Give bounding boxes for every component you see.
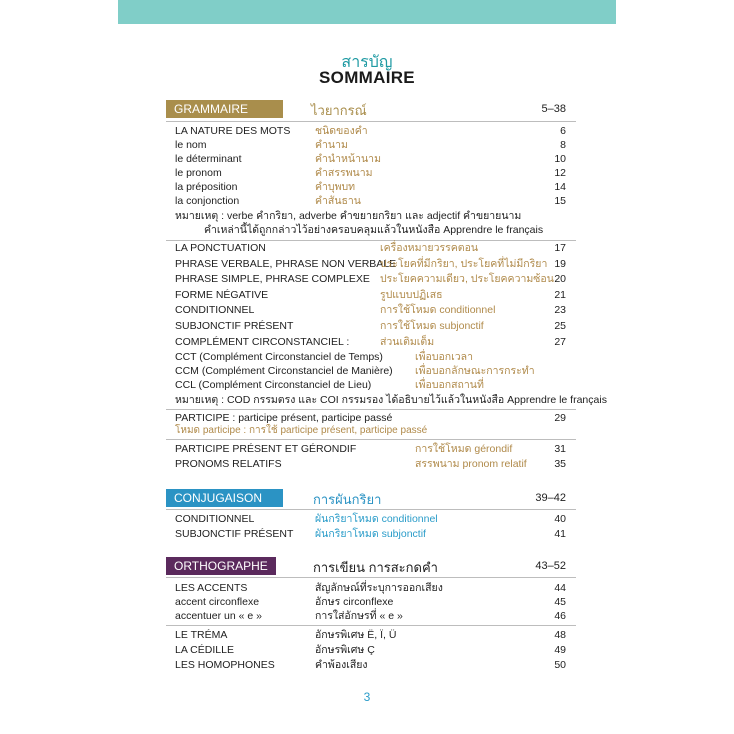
- toc-entry-title: COMPLÉMENT CIRCONSTANCIEL :: [175, 335, 350, 348]
- toc-entry-title: CONDITIONNEL: [175, 513, 255, 525]
- toc-entry[interactable]: [175, 180, 566, 195]
- toc-entry-title: la conjonction: [175, 195, 240, 207]
- toc-entry-title: CCL (Complément Circonstanciel de Lieu): [175, 379, 372, 391]
- toc-entry[interactable]: [175, 335, 566, 350]
- toc-entry-title: LA NATURE DES MOTS: [175, 125, 291, 137]
- toc-entry-title: SUBJONCTIF PRÉSENT: [175, 528, 294, 540]
- toc-entry-page: 19: [554, 257, 566, 270]
- toc-entry-page: 12: [554, 167, 566, 179]
- toc-entry-title: PRONOMS RELATIFS: [175, 458, 282, 470]
- toc-entry-title: LES ACCENTS: [175, 582, 248, 594]
- toc-entry[interactable]: [175, 628, 566, 643]
- toc-entry-thai: ผันกริยาโหมด conditionnel: [315, 513, 438, 525]
- toc-entry-thai: การใช้โหมด gérondif: [415, 443, 513, 455]
- toc-entry[interactable]: [175, 319, 566, 334]
- toc-entry-page: 31: [554, 443, 566, 455]
- note-text-continued: คำเหล่านี้ได้ถูกกล่าวไว้อย่างครอบคลุมแล้วในหนังสือ Apprendre le français: [204, 224, 544, 236]
- toc-entry-thai: ประโยคความเดียว, ประโยคความซ้อน: [380, 273, 554, 286]
- toc-entry-title: CONDITIONNEL: [175, 304, 255, 317]
- toc-entry-title: CCM (Complément Circonstanciel de Manière): [175, 365, 393, 377]
- toc-entry-page: 45: [554, 596, 566, 608]
- toc-entry-page: 35: [554, 458, 566, 470]
- toc-entry-title: CCT (Complément Circonstanciel de Temps): [175, 351, 383, 363]
- toc-entry[interactable]: [175, 288, 566, 303]
- toc-entry-thai: สรรพนาม pronom relatif: [415, 458, 527, 470]
- toc-entry[interactable]: [175, 581, 566, 596]
- toc-entry-title: la préposition: [175, 181, 238, 193]
- toc-entry-thai: คำพ้องเสียง: [315, 659, 368, 671]
- toc-entry-thai: คำสันธาน: [315, 195, 361, 207]
- toc-entry-thai: การใช้โหมด subjonctif: [380, 320, 484, 332]
- divider: [166, 577, 576, 578]
- toc-entry[interactable]: [175, 124, 566, 139]
- toc-entry-thai: คำสรรพนาม: [315, 167, 373, 179]
- divider: [166, 509, 576, 510]
- divider: [166, 625, 576, 626]
- toc-entry[interactable]: [175, 457, 566, 472]
- toc-entry-subtitle: โหมด participe : การใช้ participe présent, participe passé: [175, 425, 428, 436]
- note-text: หมายเหตุ : verbe คำกริยา, adverbe คำขยายกริยา และ adjectif คำขยายนาม: [175, 210, 522, 222]
- toc-entry-thai: ประโยคที่มีกริยา, ประโยคที่ไม่มีกริยา: [380, 257, 548, 270]
- toc-entry-thai: อักษรพิเศษ Ç: [315, 644, 375, 656]
- toc-entry-thai: คำนาม: [315, 139, 348, 151]
- toc-entry-page: 15: [554, 195, 566, 207]
- section-title-thai-orthographe: การเขียน การสะกดคำ: [313, 560, 438, 575]
- toc-entry-page: 17: [554, 242, 566, 254]
- page-number: 3: [363, 690, 371, 704]
- toc-entry[interactable]: [175, 658, 566, 673]
- toc-entry-title: PARTICIPE : participe présent, participe passé: [175, 412, 393, 424]
- toc-entry[interactable]: [175, 442, 566, 457]
- toc-entry-thai: เพื่อบอกเวลา: [415, 351, 473, 363]
- toc-entry-page: 14: [554, 181, 566, 193]
- page-title: SOMMAIRE: [319, 68, 415, 87]
- toc-entry-page: 44: [554, 582, 566, 594]
- divider: [166, 121, 576, 122]
- toc-entry-page: 46: [554, 610, 566, 622]
- toc-entry-page: 29: [554, 412, 566, 424]
- toc-entry-page: 49: [554, 644, 566, 656]
- toc-entry-thai: เครื่องหมายวรรคตอน: [380, 242, 479, 254]
- note-text: หมายเหตุ : COD กรรมตรง และ COI กรรมรอง ได้อธิบายไว้แล้วในหนังสือ Apprendre le français: [175, 394, 607, 406]
- toc-entry[interactable]: [175, 350, 566, 365]
- toc-entry[interactable]: [175, 241, 566, 256]
- toc-entry-title: PHRASE SIMPLE, PHRASE COMPLEXE: [175, 273, 370, 286]
- toc-entry[interactable]: [175, 378, 566, 393]
- toc-entry-thai: เพื่อบอกสถานที่: [415, 379, 484, 391]
- toc-entry-thai: คำบุพบท: [315, 181, 356, 193]
- section-title-thai-conjugaison: การผันกริยา: [313, 492, 382, 507]
- toc-entry-thai: รูปแบบปฏิเสธ: [380, 288, 443, 301]
- toc-entry[interactable]: [175, 364, 566, 379]
- toc-entry-thai: การใช้โหมด conditionnel: [380, 304, 496, 317]
- toc-entry-page: 20: [554, 273, 566, 286]
- toc-entry-page: 27: [554, 335, 566, 348]
- toc-entry-thai: การใส่อักษรที่ « e »: [315, 610, 403, 622]
- toc-entry-title: le pronom: [175, 167, 222, 179]
- toc-entry-title: SUBJONCTIF PRÉSENT: [175, 320, 294, 332]
- toc-entry-page: 25: [554, 320, 566, 332]
- section-header-grammaire[interactable]: GRAMMAIRE: [166, 100, 283, 118]
- divider: [166, 409, 576, 410]
- toc-entry-page: 6: [560, 125, 566, 137]
- toc-entry-thai: เพื่อบอกลักษณะการกระทำ: [415, 365, 535, 377]
- toc-entry[interactable]: [175, 609, 566, 624]
- page-title-thai: สารบัญ: [341, 54, 393, 71]
- toc-entry[interactable]: [175, 272, 566, 287]
- toc-entry-page: 8: [560, 139, 566, 151]
- toc-entry-thai: ส่วนเติมเต็ม: [380, 335, 435, 348]
- toc-entry-thai: ผันกริยาโหมด subjonctif: [315, 528, 426, 540]
- toc-entry[interactable]: [175, 166, 566, 181]
- toc-entry[interactable]: [175, 595, 566, 610]
- toc-entry-title: le nom: [175, 139, 207, 151]
- divider: [166, 439, 576, 440]
- toc-entry-title: FORME NÉGATIVE: [175, 288, 269, 301]
- toc-entry-thai: ชนิดของคำ: [315, 125, 368, 137]
- toc-entry-thai: สัญลักษณ์ที่ระบุการออกเสียง: [315, 582, 443, 594]
- toc-entry-title: accentuer un « e »: [175, 610, 262, 622]
- toc-entry[interactable]: [175, 138, 566, 153]
- toc-entry-title: accent circonflexe: [175, 596, 260, 608]
- toc-entry-thai: อักษร circonflexe: [315, 596, 394, 608]
- toc-entry[interactable]: [175, 512, 566, 527]
- toc-entry-page: 21: [554, 288, 566, 301]
- toc-entry-title: LES HOMOPHONES: [175, 659, 275, 671]
- section-header-conjugaison[interactable]: CONJUGAISON: [166, 489, 283, 507]
- toc-entry[interactable]: [175, 303, 566, 318]
- toc-entry[interactable]: [175, 643, 566, 658]
- toc-entry-title: LA CÉDILLE: [175, 644, 234, 656]
- toc-entry-page: 23: [554, 304, 566, 317]
- toc-entry-title: LA PONCTUATION: [175, 242, 266, 254]
- section-title-thai-grammaire: ไวยากรณ์: [311, 103, 367, 118]
- toc-entry-title: PARTICIPE PRÉSENT ET GÉRONDIF: [175, 443, 357, 455]
- section-page-range-orthographe: 43–52: [535, 560, 566, 572]
- toc-entry-page: 48: [554, 629, 566, 641]
- toc-entry-title: le déterminant: [175, 153, 242, 165]
- toc-entry-page: 41: [554, 528, 566, 540]
- section-page-range-conjugaison: 39–42: [535, 492, 566, 504]
- toc-entry-title: LE TRÉMA: [175, 629, 228, 641]
- section-page-range-grammaire: 5–38: [541, 103, 566, 115]
- toc-entry-page: 50: [554, 659, 566, 671]
- section-header-orthographe[interactable]: ORTHOGRAPHE: [166, 557, 276, 575]
- toc-entry-thai: อักษรพิเศษ Ë, Ï, Ü: [315, 629, 397, 641]
- toc-entry[interactable]: [175, 257, 566, 272]
- toc-entry-title: PHRASE VERBALE, PHRASE NON VERBALE: [175, 257, 397, 270]
- toc-entry-page: 40: [554, 513, 566, 525]
- toc-entry-thai: คำนำหน้านาม: [315, 153, 381, 165]
- top-banner: [118, 0, 616, 24]
- toc-entry-page: 10: [554, 153, 566, 165]
- toc-entry[interactable]: [175, 527, 566, 542]
- toc-entry[interactable]: [175, 194, 566, 209]
- toc-entry[interactable]: [175, 152, 566, 167]
